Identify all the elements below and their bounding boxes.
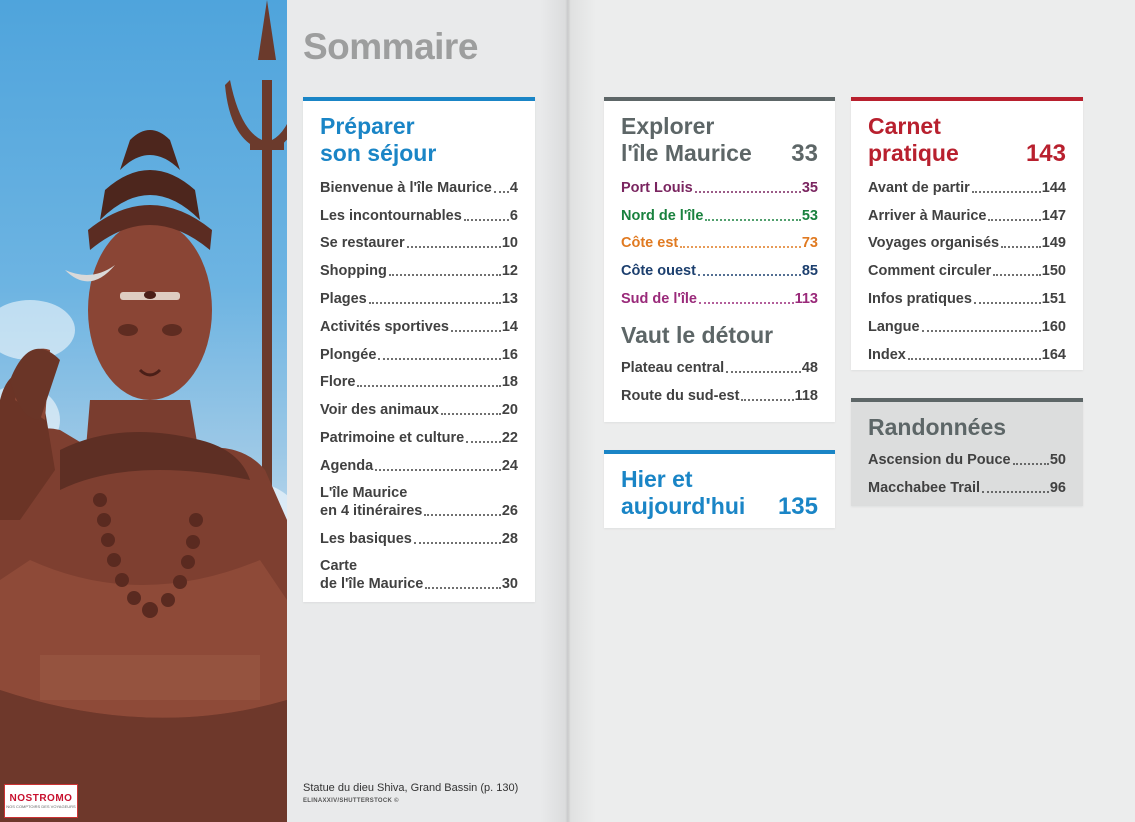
toc-entry [621,377,818,405]
toc-entry-page: 150 [1041,263,1066,280]
toc-entry-label: Les basiques [320,530,412,547]
toc-entry-label: Plateau central [621,359,725,376]
toc-entry-label: Agenda [320,457,374,474]
toc-leader-dots [494,191,509,193]
toc-leader-dots [741,399,793,401]
nostromo-logo [4,784,78,818]
toc-entry [621,252,818,280]
toc-entry-page: 35 [801,179,818,196]
toc-entry [320,308,518,336]
section-preparer-card [303,97,535,602]
toc-entry-page: 12 [501,263,518,280]
toc-entry [320,419,518,447]
toc-entry-page: 14 [501,318,518,335]
toc-entry-page: 151 [1041,290,1066,307]
toc-entry [868,169,1066,197]
toc-entry-page: 26 [501,502,518,519]
section-hier-card [604,450,835,528]
photo-credit: ELINAXXIV/SHUTTERSTOCK © [303,798,399,804]
toc-entry [868,336,1066,364]
toc-leader-dots [974,302,1041,304]
toc-entry-label: Index [868,346,906,363]
toc-leader-dots [726,371,801,373]
toc-leader-dots [922,330,1041,332]
section-randonnees-title [868,414,1066,441]
toc-leader-dots [1013,463,1049,465]
toc-entry [868,225,1066,253]
toc-leader-dots [389,274,501,276]
toc-entry-label: Macchabee Trail [868,479,981,496]
section-title-text: Hier et aujourd'hui [621,466,746,519]
toc-leader-dots [988,219,1040,221]
toc-leader-dots [705,219,800,221]
toc-entry-label: Voir des animaux [320,402,439,419]
toc-entry-label: Patrimoine et culture [320,429,465,446]
toc-entry-page: 85 [801,263,818,280]
toc-leader-dots [972,191,1041,193]
section-randonnees-card [851,398,1083,506]
toc-entry-page: 20 [501,402,518,419]
toc-entry [868,197,1066,225]
toc-entry [868,280,1066,308]
shiva-statue-photo [0,0,287,822]
toc-entry-page: 147 [1041,207,1066,224]
toc-entry-page: 73 [801,235,818,252]
toc-entry-page: 48 [801,359,818,376]
toc-entry-label: Nord de l'île [621,207,704,224]
toc-entry-label: Sud de l'île [621,290,697,307]
detour-title [621,322,818,349]
toc-leader-dots [680,246,801,248]
toc-entry-page: 16 [501,346,518,363]
toc-entry-label: Les incontournables [320,207,462,224]
toc-entry [320,336,518,364]
section-page-number: 135 [777,493,818,520]
toc-entry [320,548,518,593]
toc-leader-dots [375,469,501,471]
toc-entry [621,349,818,377]
toc-entry-label: Plongée [320,346,377,363]
toc-entry [320,447,518,475]
section-preparer-title [320,113,518,167]
toc-entry [621,197,818,225]
toc-leader-dots [425,587,500,589]
toc-entry-label: Avant de partir [868,179,970,196]
toc-entry [868,469,1066,497]
toc-entry-page: 144 [1041,179,1066,196]
toc-leader-dots [982,491,1049,493]
toc-entry-label: L'île Maurice en 4 itinéraires [320,484,423,519]
toc-entry [320,475,518,520]
toc-list [868,169,1066,364]
section-carnet-card [851,97,1083,370]
logo-name: NOSTROMO [9,793,73,804]
logo-tagline: NOS COMPTOIRS DES VOYAGEURS [6,804,76,809]
toc-entry-page: 28 [501,530,518,547]
toc-entry [621,169,818,197]
toc-entry-page: 6 [509,207,518,224]
toc-leader-dots [993,274,1041,276]
toc-entry-label: Activités sportives [320,318,449,335]
book-gutter [540,0,596,822]
toc-entry-page: 149 [1041,235,1066,252]
toc-entry-label: Plages [320,290,367,307]
toc-entry [621,225,818,253]
section-title-text: Randonnées [868,414,1007,440]
toc-list [621,169,818,308]
toc-entry [320,280,518,308]
section-title-text: Préparer son séjour [320,113,437,166]
section-explorer-card [604,97,835,422]
toc-entry-label: Infos pratiques [868,290,972,307]
toc-list [621,349,818,405]
toc-entry-label: Arriver à Maurice [868,207,987,224]
toc-entry-label: Flore [320,374,356,391]
toc-entry [868,308,1066,336]
toc-entry-label: Voyages organisés [868,235,1000,252]
toc-entry-label: Bienvenue à l'île Maurice [320,179,492,196]
section-explorer-title [621,113,818,167]
toc-entry-page: 96 [1049,479,1066,496]
toc-entry-page: 113 [794,290,818,307]
toc-leader-dots [441,413,501,415]
section-page-number: 33 [791,140,818,167]
toc-leader-dots [466,441,501,443]
toc-entry-label: Langue [868,318,920,335]
toc-entry-label: Port Louis [621,179,693,196]
toc-leader-dots [414,542,501,544]
toc-entry-label: Comment circuler [868,263,992,280]
toc-entry [320,364,518,392]
page-title: Sommaire [303,26,478,67]
toc-entry-page: 30 [501,575,518,592]
section-title-text: Explorer l'île Maurice [621,113,752,166]
toc-entry-page: 24 [501,457,518,474]
toc-entry-label: Carte de l'île Maurice [320,557,424,592]
toc-entry-page: 10 [501,235,518,252]
toc-entry [320,225,518,253]
toc-entry-page: 160 [1041,318,1066,335]
toc-entry-page: 18 [501,374,518,391]
toc-entry [868,441,1066,469]
toc-entry-label: Shopping [320,263,387,280]
toc-leader-dots [378,358,500,360]
toc-entry [320,391,518,419]
toc-entry-page: 50 [1049,451,1066,468]
toc-leader-dots [1001,246,1041,248]
toc-leader-dots [699,302,794,304]
toc-leader-dots [908,358,1041,360]
section-hier-title [621,466,818,520]
toc-entry [320,252,518,280]
toc-entry-label: Se restaurer [320,235,405,252]
toc-leader-dots [451,330,501,332]
toc-entry [868,252,1066,280]
toc-list [320,169,518,593]
toc-entry-page: 4 [509,179,518,196]
toc-entry-label: Côte est [621,235,679,252]
toc-entry-page: 13 [501,290,518,307]
toc-entry [320,197,518,225]
toc-entry-page: 53 [801,207,818,224]
toc-leader-dots [369,302,501,304]
toc-entry-page: 118 [794,387,818,404]
toc-entry-label: Route du sud-est [621,387,740,404]
toc-leader-dots [695,191,801,193]
section-carnet-title [868,113,1066,167]
section-page-number: 143 [1025,140,1066,167]
toc-leader-dots [464,219,509,221]
toc-leader-dots [407,246,501,248]
toc-entry-page: 22 [501,429,518,446]
toc-entry [621,280,818,308]
toc-entry-label: Côte ouest [621,263,696,280]
toc-leader-dots [357,385,500,387]
toc-entry-label: Ascension du Pouce [868,451,1011,468]
photo-caption: Statue du dieu Shiva, Grand Bassin (p. 130) [303,782,519,794]
toc-list [868,441,1066,497]
toc-entry [320,169,518,197]
toc-leader-dots [698,274,801,276]
toc-entry-page: 164 [1041,346,1066,363]
section-title-text: Vaut le détour [621,321,774,348]
section-title-text: Carnet pratique [868,113,959,166]
toc-entry [320,520,518,548]
toc-leader-dots [424,514,501,516]
